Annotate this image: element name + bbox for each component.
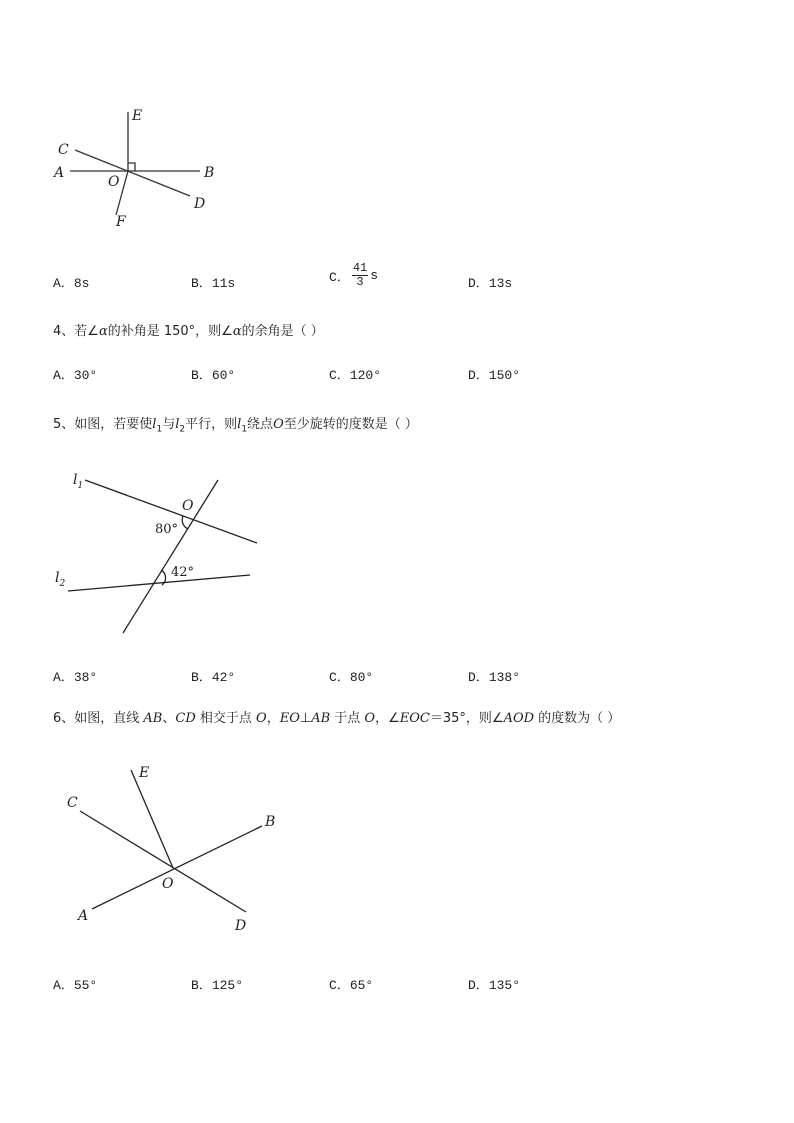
- fraction-denominator: 3: [356, 275, 364, 289]
- stem-text: ，: [266, 711, 280, 726]
- subscript: 2: [179, 424, 186, 435]
- option-text: 11s: [211, 276, 236, 291]
- label-a: A: [78, 908, 89, 924]
- q4-option-c[interactable]: [329, 364, 381, 383]
- angle-label-80: 80°: [155, 522, 179, 537]
- question-number: 4、: [53, 324, 75, 339]
- line-cd: [80, 811, 246, 912]
- label-b: B: [204, 165, 215, 181]
- option-letter: A．: [53, 276, 74, 291]
- q3-option-a[interactable]: [53, 272, 89, 291]
- angle-label-42: 42°: [171, 565, 195, 580]
- q4-option-a[interactable]: [53, 364, 97, 383]
- line-symbol: l: [175, 417, 180, 432]
- ray-oe: [131, 770, 173, 868]
- point-name: O: [364, 711, 376, 726]
- option-letter: A．: [53, 670, 74, 685]
- label-l1: $l_1$: [73, 472, 84, 491]
- q5-option-b[interactable]: [191, 666, 235, 685]
- label-f: F: [116, 214, 126, 230]
- stem-text: 平行，则: [185, 417, 238, 432]
- option-letter: D．: [468, 368, 489, 383]
- label-d: D: [235, 918, 247, 934]
- question-6-stem: [53, 707, 620, 726]
- stem-text: 的度数为（ ）: [534, 711, 621, 726]
- stem-text: 的补角是 150°，则∠: [107, 324, 233, 339]
- figure-rotated-lines: [45, 460, 275, 645]
- option-text: 60°: [211, 368, 236, 383]
- stem-text: 相交于点: [195, 711, 257, 726]
- stem-text: 与: [162, 417, 176, 432]
- option-text: 30°: [73, 368, 98, 383]
- option-letter: C．: [329, 368, 350, 383]
- label-a: A: [54, 165, 65, 181]
- fraction-numerator: 41: [352, 261, 368, 275]
- label-o: O: [182, 498, 194, 514]
- option-text: 55°: [73, 978, 98, 993]
- option-letter: B．: [191, 368, 212, 383]
- label-e: E: [132, 108, 143, 124]
- line-symbol: l: [152, 417, 157, 432]
- question-4-stem: [53, 320, 324, 339]
- option-text: 42°: [211, 670, 236, 685]
- transversal: [123, 480, 218, 633]
- option-text: 150°: [488, 368, 521, 383]
- subscript: 1: [156, 424, 163, 435]
- stem-text: ，∠: [375, 711, 400, 726]
- stem-text: 如图，直线: [74, 711, 144, 726]
- option-letter: A．: [53, 978, 74, 993]
- q4-option-d[interactable]: [468, 364, 520, 383]
- q6-option-a[interactable]: [53, 974, 97, 993]
- stem-text: 、: [162, 711, 176, 726]
- option-letter: C．: [329, 670, 350, 685]
- stem-text: 于点: [330, 711, 365, 726]
- fraction: [352, 262, 368, 289]
- angle-name: AOD: [503, 711, 535, 726]
- option-letter: B．: [191, 978, 212, 993]
- figure-intersecting-lines: [55, 755, 295, 940]
- stem-text: ＝35°，则∠: [429, 711, 504, 726]
- option-letter: D．: [468, 276, 489, 291]
- line-name: AB: [143, 711, 163, 726]
- figure-perpendicular-lines: [40, 100, 240, 235]
- label-d: D: [194, 196, 206, 212]
- option-letter: D．: [468, 670, 489, 685]
- option-letter: B．: [191, 670, 212, 685]
- label-l2: $l_2$: [55, 570, 66, 589]
- stem-text: 的余角是（ ）: [241, 324, 324, 339]
- subscript: 1: [241, 424, 248, 435]
- line-name: EO: [279, 711, 300, 726]
- q4-option-b[interactable]: [191, 364, 235, 383]
- stem-text: 如图，若要使: [74, 417, 153, 432]
- q5-option-a[interactable]: [53, 666, 97, 685]
- option-unit: s: [370, 268, 379, 283]
- option-letter: C．: [329, 978, 350, 993]
- stem-text: 至少旋转的度数是（ ）: [283, 417, 418, 432]
- question-5-stem: [53, 413, 418, 435]
- option-letter: D．: [468, 978, 489, 993]
- alpha-symbol: α: [98, 324, 108, 339]
- stem-text: ⊥: [299, 711, 312, 726]
- right-angle-mark: [128, 163, 135, 171]
- line-name: CD: [175, 711, 196, 726]
- point-name: O: [256, 711, 267, 726]
- option-text: 120°: [349, 368, 382, 383]
- label-e: E: [139, 765, 150, 781]
- point-symbol: O: [273, 417, 284, 432]
- q5-option-c[interactable]: [329, 666, 373, 685]
- stem-text: 绕点: [247, 417, 274, 432]
- q6-option-b[interactable]: [191, 974, 243, 993]
- option-text: 125°: [211, 978, 244, 993]
- label-c: C: [67, 795, 78, 811]
- line-cd: [75, 150, 190, 196]
- q6-option-c[interactable]: [329, 974, 373, 993]
- label-o: O: [162, 876, 174, 892]
- q3-option-d[interactable]: [468, 272, 512, 291]
- question-number: 6、: [53, 711, 75, 726]
- option-letter: C．: [329, 270, 350, 285]
- line-symbol: l: [237, 417, 242, 432]
- option-text: 8s: [73, 276, 90, 291]
- option-letter: A．: [53, 368, 74, 383]
- option-text: 135°: [488, 978, 521, 993]
- label-b: B: [265, 814, 276, 830]
- label-o: O: [108, 174, 120, 190]
- option-text: 65°: [349, 978, 374, 993]
- option-text: 13s: [488, 276, 513, 291]
- option-text: 80°: [349, 670, 374, 685]
- line-l2: [68, 575, 250, 591]
- option-text: 38°: [73, 670, 98, 685]
- alpha-symbol: α: [232, 324, 242, 339]
- line-name: AB: [311, 711, 331, 726]
- stem-text: 若∠: [74, 324, 99, 339]
- q3-option-b[interactable]: [191, 272, 235, 291]
- angle-name: EOC: [399, 711, 430, 726]
- q6-option-d[interactable]: [468, 974, 520, 993]
- option-text: 138°: [488, 670, 521, 685]
- q5-option-d[interactable]: [468, 666, 520, 685]
- line-ab: [92, 826, 262, 909]
- question-number: 5、: [53, 417, 75, 432]
- label-c: C: [58, 142, 69, 158]
- option-letter: B．: [191, 276, 212, 291]
- q3-option-c[interactable]: [329, 262, 378, 289]
